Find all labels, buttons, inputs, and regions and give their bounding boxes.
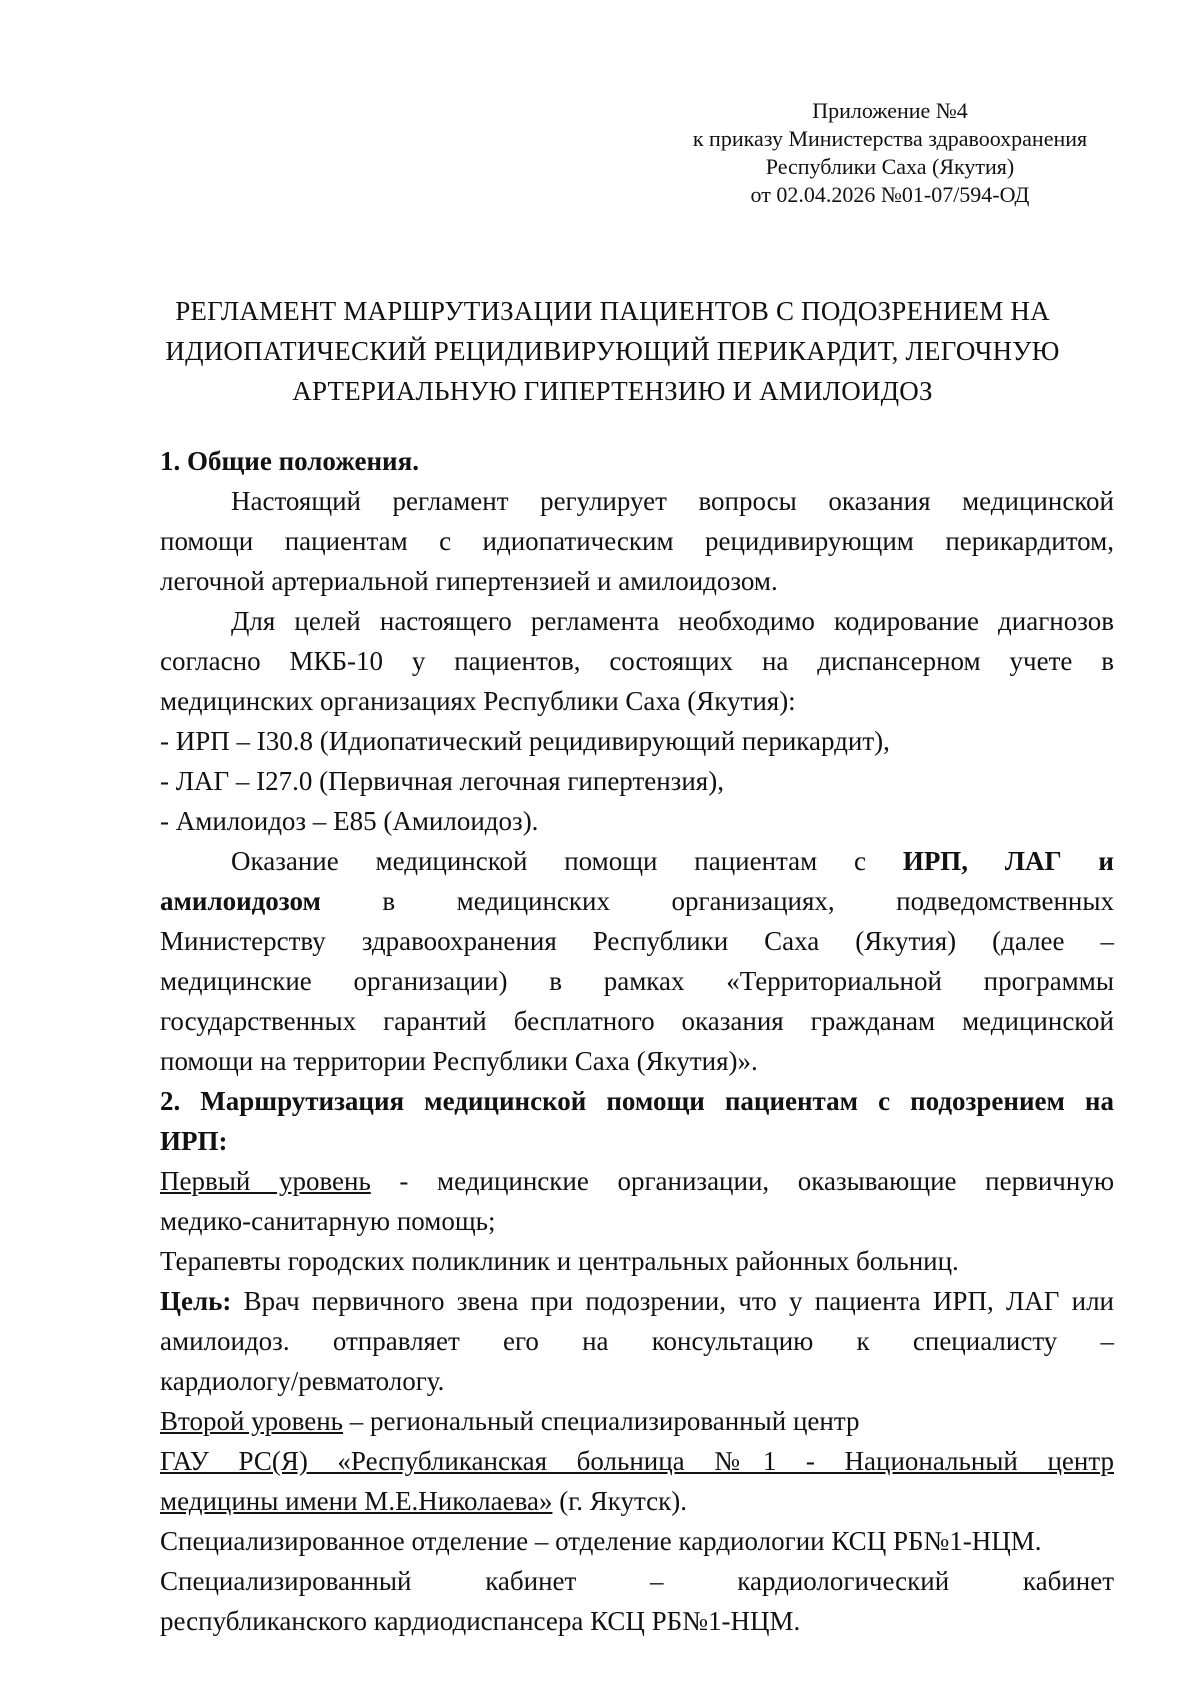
paragraph-line: легочной артериальной гипертензией и амилоидозом. (160, 566, 778, 596)
level-1-line (160, 1161, 1114, 1201)
appendix-header (660, 97, 1120, 209)
document-body (160, 441, 1114, 1641)
level-2-label: Второй уровень (160, 1406, 343, 1436)
document-title (130, 291, 1095, 411)
paragraph-line: помощи пациентам с идиопатическим рецидивирующим перикардитом, (160, 526, 1114, 556)
paragraph-text: Оказание медицинской помощи пациентам с (231, 846, 903, 876)
goal-label: Цель: (160, 1286, 232, 1316)
diagnosis-list-item: - ЛАГ – I27.0 (Первичная легочная гипертензия), (160, 766, 724, 796)
paragraph-text: в медицинских организациях, подведомственных (320, 886, 1114, 916)
paragraph-line: медицинских организациях Республики Саха (Якутия): (160, 686, 796, 716)
appendix-order-ref: к приказу Министерства здравоохранения (692, 126, 1088, 151)
hospital-name-line: ГАУ РС(Я) «Республиканская больница №1 - Национальный центр (160, 1446, 1114, 1476)
title-line: АРТЕРИАЛЬНУЮ ГИПЕРТЕНЗИЮ И АМИЛОИДОЗ (292, 376, 933, 406)
title-line: РЕГЛАМЕНТ МАРШРУТИЗАЦИИ ПАЦИЕНТОВ С ПОДОЗРЕНИЕМ НА (175, 296, 1050, 326)
hospital-name-line (160, 1481, 1114, 1521)
section-1-heading: 1. Общие положения. (160, 446, 419, 476)
bold-amyloidosis: амилоидозом (160, 886, 321, 916)
level-1-text: - медицинские организации, оказывающие первичную (370, 1166, 1114, 1196)
section-2-heading: ИРП: (160, 1126, 228, 1156)
appendix-date: от 02.04.2026 №01-07/594-ОД (750, 182, 1030, 207)
goal-line: кардиологу/ревматологу. (160, 1366, 445, 1396)
paragraph-line: государственных гарантий бесплатного оказания гражданам медицинской (160, 1006, 1114, 1036)
hospital-name: медицины имени М.Е.Николаева» (160, 1486, 553, 1516)
goal-line (160, 1281, 1114, 1321)
bold-diagnoses: ИРП, ЛАГ и (902, 846, 1114, 876)
level-2-text: – региональный специализированный центр (343, 1406, 860, 1436)
paragraph-line: помощи на территории Республики Саха (Якутия)». (160, 1046, 758, 1076)
level-2-line (160, 1401, 1114, 1441)
paragraph-line: Настоящий регламент регулирует вопросы оказания медицинской (231, 486, 1114, 516)
diagnosis-list-item: - ИРП – I30.8 (Идиопатический рецидивирующий перикардит), (160, 726, 890, 756)
specialized-office-line: республиканского кардиодиспансера КСЦ РБ№1-НЦМ. (160, 1606, 801, 1636)
paragraph-line: Для целей настоящего регламента необходимо кодирование диагнозов (231, 606, 1114, 636)
hospital-city: (г. Якутск). (552, 1486, 687, 1516)
specialized-department-line: Специализированное отделение – отделение кардиологии КСЦ РБ№1-НЦМ. (160, 1526, 1042, 1556)
therapists-line: Терапевты городских поликлиник и центральных районных больниц. (160, 1246, 959, 1276)
paragraph-line (160, 841, 1114, 881)
section-2-heading: 2. Маршрутизация медицинской помощи пациентам с подозрением на (160, 1086, 1114, 1116)
title-line: ИДИОПАТИЧЕСКИЙ РЕЦИДИВИРУЮЩИЙ ПЕРИКАРДИТ, ЛЕГОЧНУЮ (165, 336, 1060, 366)
specialized-office-line: Специализированный кабинет – кардиологический кабинет (160, 1566, 1114, 1596)
paragraph-line: согласно МКБ-10 у пациентов, состоящих на диспансерном учете в (160, 646, 1114, 676)
appendix-republic: Республики Саха (Якутия) (765, 154, 1015, 179)
level-1-label: Первый уровень (160, 1166, 371, 1196)
paragraph-line: Министерству здравоохранения Республики Саха (Якутия) (далее – (160, 926, 1114, 956)
paragraph-line: медицинские организации) в рамках «Территориальной программы (160, 966, 1114, 996)
paragraph-line (160, 881, 1114, 921)
appendix-number: Приложение №4 (812, 98, 968, 123)
goal-text: Врач первичного звена при подозрении, что у пациента ИРП, ЛАГ или (231, 1286, 1114, 1316)
level-1-line: медико-санитарную помощь; (160, 1206, 496, 1236)
diagnosis-list-item: - Амилоидоз – E85 (Амилоидоз). (160, 806, 539, 836)
goal-line: амилоидоз. отправляет его на консультацию к специалисту – (160, 1326, 1114, 1356)
